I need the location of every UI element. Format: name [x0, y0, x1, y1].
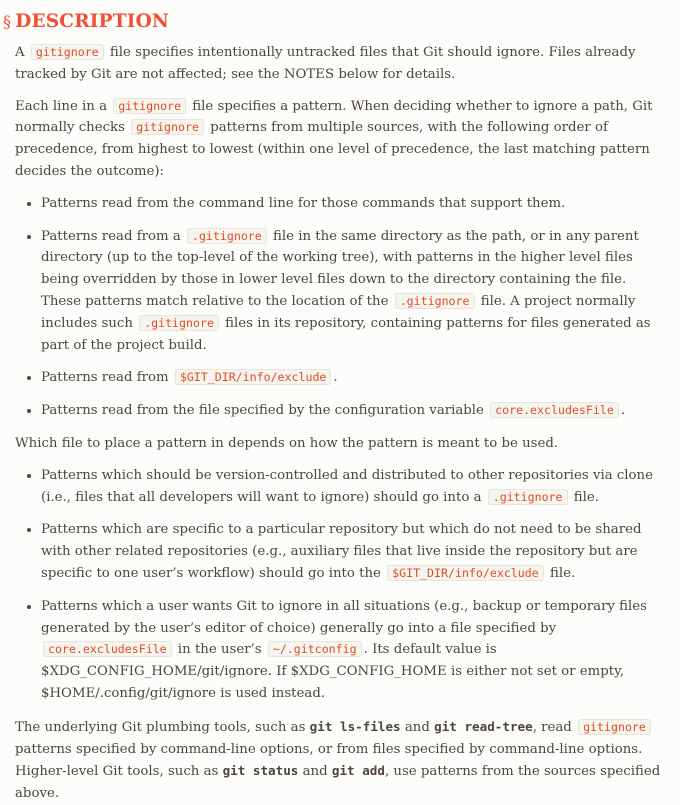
list-item: [41, 465, 670, 509]
paragraph-plumbing: [15, 716, 670, 805]
section-title: DESCRIPTION: [15, 11, 170, 32]
text: in the user’s: [173, 642, 266, 658]
command-status: git status: [222, 763, 299, 779]
list-item: [41, 400, 670, 422]
section-heading: [3, 6, 670, 38]
list-item: [41, 519, 670, 584]
text: The underlying Git plumbing tools, such as: [15, 719, 310, 735]
code-git-dir-exclude: $GIT_DIR/info/exclude: [175, 369, 332, 385]
text: Patterns which are specific to a particular repository but which do not need to be shared with other related repositories (e.g., auxiliary files that live inside the repository but are specific to one user’s workflow) should go into the: [41, 522, 642, 581]
code-gitignore: gitignore: [113, 98, 186, 114]
list-item: [41, 596, 670, 705]
text: Each line in a: [15, 98, 112, 114]
code-gitconfig: ~/.gitconfig: [268, 641, 362, 657]
text: patterns specified by command-line options, or from files specified by command-line options. Higher-level Git tools, such as: [15, 741, 643, 780]
code-gitignore: gitignore: [578, 719, 651, 735]
text: Patterns which should be version-controlled and distributed to other repositories via clone (i.e., files that all developers will want to ignore) should go into a: [41, 467, 653, 505]
text: files in its repository, containing patterns for files generated as part of the project build.: [41, 315, 651, 353]
command-add: git add: [331, 763, 385, 779]
paragraph-intro: [15, 42, 670, 86]
command-read-tree: git read-tree: [434, 718, 533, 734]
text: file specifies intentionally untracked files that Git should ignore. Files already tracked by Git are not affected; see the NOTES below for details.: [15, 45, 636, 82]
text: Patterns read from: [41, 370, 173, 386]
precedence-list: [15, 193, 670, 422]
text: .: [333, 370, 338, 386]
text: . Its default value is $XDG_CONFIG_HOME/git/ignore. If $XDG_CONFIG_HOME is either not set or empty, $HOME/.config/git/ignore is used instead.: [41, 642, 625, 701]
text: file specifies a pattern. When deciding whether to ignore a path, Git normally checks: [15, 98, 653, 136]
code-gitignore: gitignore: [31, 44, 104, 60]
text: file in the same directory as the path, or in any parent directory (up to the top-level of the working tree), with patterns in the higher level files being overridden by those in lower level files down to the directory containing the file. These patterns match relative to the location of the: [41, 228, 639, 309]
text: .: [620, 403, 626, 419]
text: and: [298, 764, 332, 780]
list-item: [41, 226, 670, 357]
code-git-dir-exclude: $GIT_DIR/info/exclude: [387, 565, 544, 581]
code-dot-gitignore: .gitignore: [488, 489, 568, 505]
text: A: [15, 45, 29, 60]
text: file.: [569, 489, 599, 505]
code-core-excludesfile: core.excludesFile: [490, 402, 619, 418]
code-gitignore: gitignore: [131, 119, 204, 135]
text: Patterns read from the file specified by the configuration variable: [41, 403, 489, 419]
list-item: [41, 193, 670, 215]
text: and: [400, 719, 435, 735]
list-item: [41, 367, 670, 389]
text: file. A project normally includes such: [41, 293, 636, 331]
paragraph-precedence: [15, 96, 670, 183]
code-dot-gitignore: .gitignore: [139, 315, 219, 331]
paragraph-which-file: Which file to place a pattern in depends on how the pattern is meant to be used.: [15, 435, 559, 451]
text: file.: [545, 565, 576, 581]
usage-list: [15, 465, 670, 705]
text: patterns from multiple sources, with the following order of precedence, from highest to lowest (within one level of precedence, the last matching pattern decides the outcome):: [15, 120, 650, 179]
code-dot-gitignore: .gitignore: [187, 228, 267, 244]
code-core-excludesfile: core.excludesFile: [43, 641, 172, 657]
text: Patterns which a user wants Git to ignore in all situations (e.g., backup or temporary files generated by the user’s editor of choice) generally go into a file specified by: [41, 598, 647, 636]
command-ls-files: git ls-files: [309, 718, 401, 734]
text: Patterns read from the command line for those commands that support them.: [41, 195, 566, 211]
code-dot-gitignore: .gitignore: [395, 293, 475, 309]
section-anchor-link[interactable]: §: [3, 12, 12, 31]
text: , read: [532, 719, 577, 735]
text: Patterns read from a: [41, 228, 185, 244]
text: , use patterns from the sources specified above.: [15, 764, 661, 802]
